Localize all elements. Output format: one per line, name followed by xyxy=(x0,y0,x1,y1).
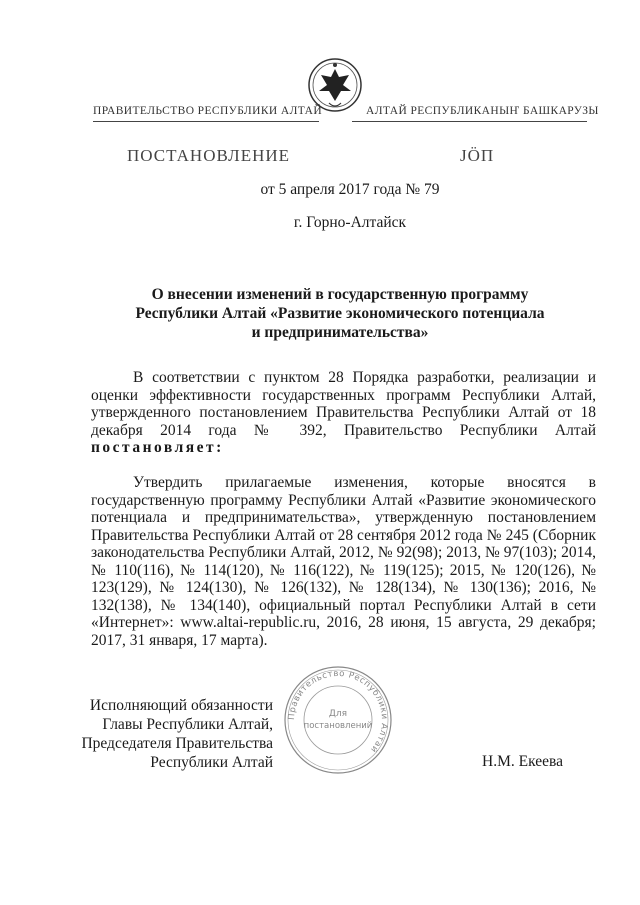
document-type-alt: ЈӦП xyxy=(460,146,495,165)
signature-block xyxy=(80,696,273,772)
preamble-paragraph xyxy=(91,369,596,457)
decree-word: постановляет: xyxy=(91,439,224,456)
title-line-3: и предпринимательства» xyxy=(251,324,429,341)
official-stamp xyxy=(282,664,394,776)
header-right-title: АЛТАЙ РЕСПУБЛИКАНЫҤ БАШКАРУЗЫ xyxy=(366,105,599,117)
document-type-ru: ПОСТАНОВЛЕНИЕ xyxy=(127,146,291,165)
signature-line-1: Исполняющий обязанности xyxy=(89,697,273,714)
header-divider-left xyxy=(93,121,319,122)
operative-text: Утвердить прилагаемые изменения, которые вносятся в государственную программу Республики Алтай «Развитие экономического потенциала и предпринимательства», утвержденную постановлением Правительства Республики Алтай от 28 сентября 2012 года № 245 (Сборник законодательства Республики Алтай, 2012, № 92(98); 2013, № 97(103); 2014, № 110(116), № 114(120), № 116(122), № 119(125); 2015, № 120(126), № 123(129), № 124(130), № 126(132), № 128(134), № 130(136); 2016, № 132(138), № 134(140), официальный портал Республики Алтай в сети «Интернет»: www.altai-republic.ru, 2016, 28 июня, 15 августа, 29 декабря; 2017, 31 января, 17 марта). xyxy=(91,474,596,649)
header-divider-right xyxy=(352,121,587,122)
signer-name: Н.М. Екеева xyxy=(482,753,563,770)
document-city: г. Горно-Алтайск xyxy=(293,214,407,231)
stamp-center-line-2: постановлений xyxy=(303,721,373,731)
operative-paragraph xyxy=(91,474,596,649)
document-date: от 5 апреля 2017 года № 79 xyxy=(260,181,440,198)
signature-line-2: Главы Республики Алтай, xyxy=(102,716,273,733)
title-line-2: Республики Алтай «Развитие экономического потенциала xyxy=(135,305,545,322)
preamble-text: В соответствии с пунктом 28 Порядка разработки, реализации и оценки эффективности государственных программ Республики Алтай, утвержденного постановлением Правительства Республики Алтай от 18 декабря 2014 года № 392, Правительство Республики Алтай xyxy=(91,369,596,439)
title-line-1: О внесении изменений в государственную программу xyxy=(151,286,529,303)
stamp-ring-text: Правительство Республики Алтай xyxy=(286,668,390,755)
header-left-title: ПРАВИТЕЛЬСТВО РЕСПУБЛИКИ АЛТАЙ xyxy=(93,105,323,117)
document-title xyxy=(120,285,560,342)
signature-line-4: Республики Алтай xyxy=(150,754,273,771)
signature-line-3: Председателя Правительства xyxy=(81,735,273,752)
stamp-center-line-1: Для xyxy=(328,709,348,719)
